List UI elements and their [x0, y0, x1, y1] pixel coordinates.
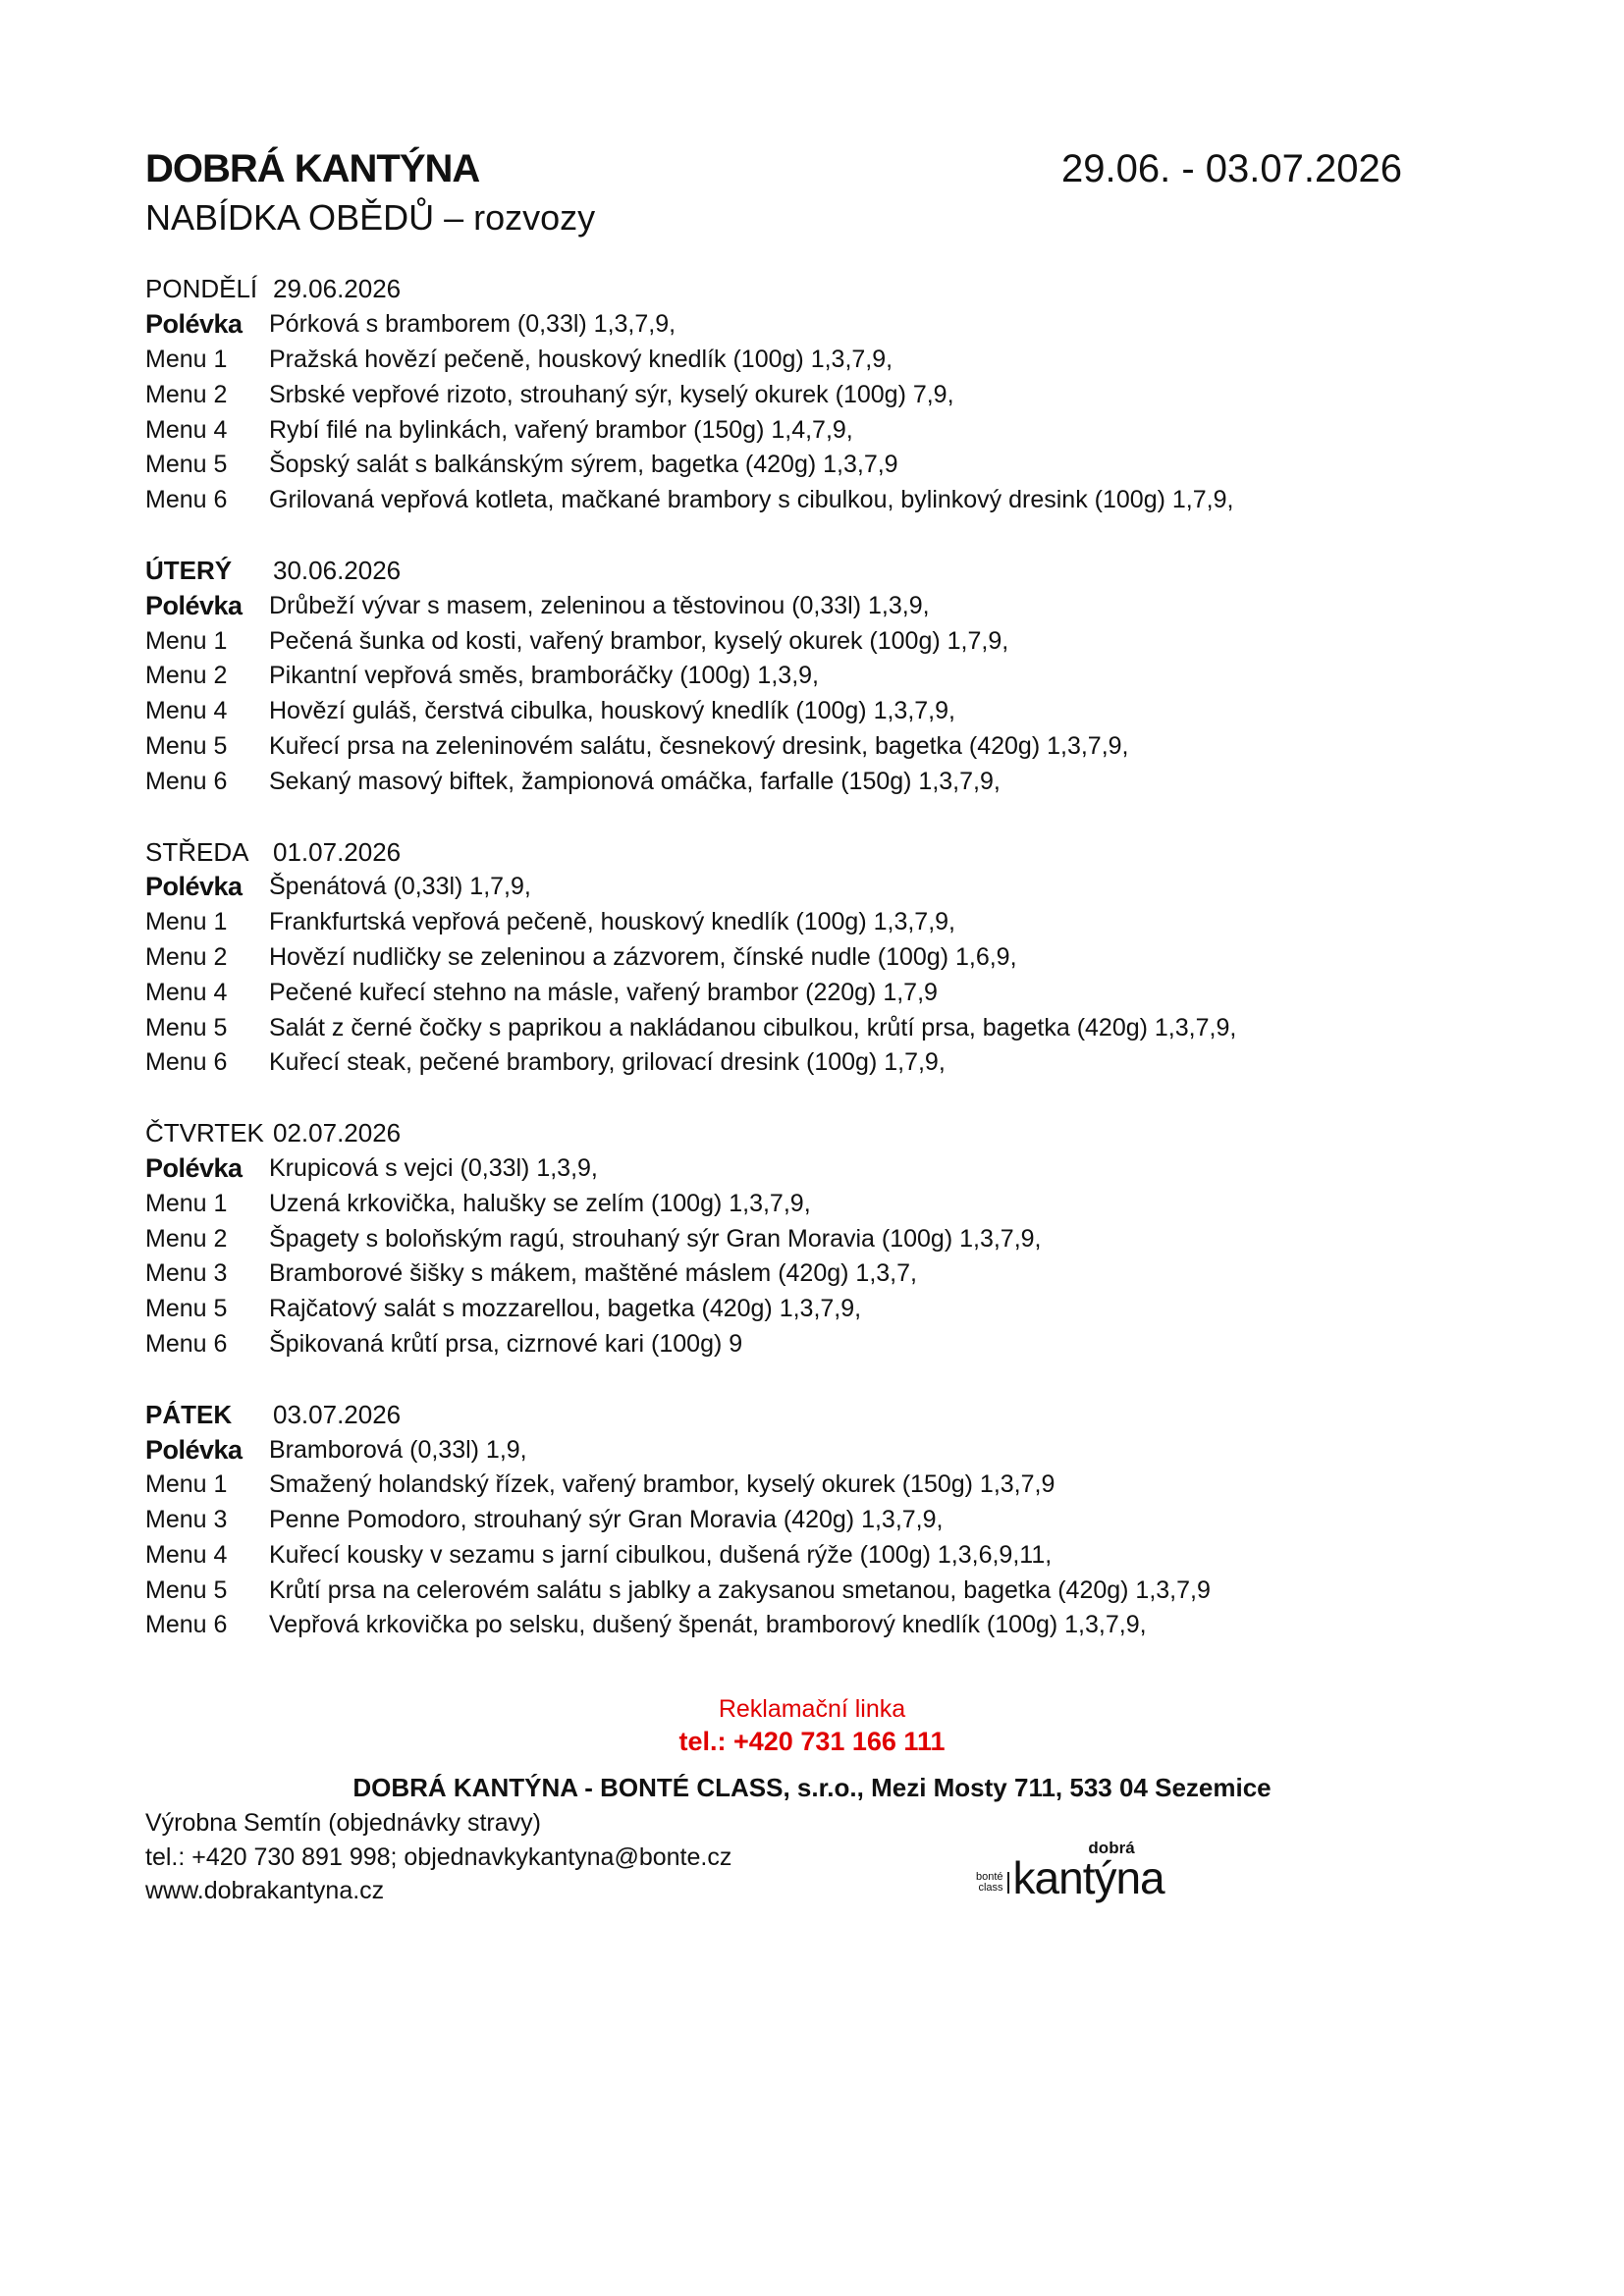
menu-item-row — [145, 1186, 1422, 1221]
soup-row — [145, 870, 1422, 905]
menu-dish: Pražská hovězí pečeně, houskový knedlík (100g) 1,3,7,9, — [269, 345, 893, 373]
menu-item-row — [145, 1538, 1422, 1574]
day-heading — [145, 272, 1422, 307]
menu-item-row — [145, 1503, 1422, 1538]
menu-item-row — [145, 448, 1422, 483]
day-date: 02.07.2026 — [273, 1118, 402, 1148]
complaint-phone[interactable]: tel.: +420 731 166 111 — [678, 1727, 946, 1756]
day-name: ÚTERÝ — [145, 555, 233, 585]
menu-label: Polévka — [145, 872, 243, 902]
soup-row — [145, 1151, 1422, 1187]
logo-wordmark — [1012, 1839, 1164, 1903]
footer — [0, 1694, 1624, 1904]
menu-item-row — [145, 729, 1422, 765]
menu-item-row — [145, 764, 1422, 799]
menu-item-row — [145, 659, 1422, 694]
menu-dish: Pórková s bramborem (0,33l) 1,3,7,9, — [269, 310, 677, 339]
menu-dish: Kuřecí prsa na zeleninovém salátu, česnekový dresink, bagetka (420g) 1,3,7,9, — [269, 731, 1129, 760]
menu-label: Menu 1 — [145, 1189, 228, 1217]
day-heading — [145, 554, 1422, 589]
menu-label: Menu 5 — [145, 1013, 228, 1041]
menu-label: Polévka — [145, 309, 243, 340]
menu-label: Menu 5 — [145, 731, 228, 760]
menu-dish: Salát z černé čočky s paprikou a nakládanou cibulkou, krůtí prsa, bagetka (420g) 1,3,7,9, — [269, 1013, 1237, 1041]
menu-dish: Kuřecí steak, pečené brambory, grilovací dresink (100g) 1,7,9, — [269, 1048, 946, 1077]
menu-label: Menu 2 — [145, 942, 228, 971]
soup-row — [145, 588, 1422, 623]
day-name: PÁTEK — [145, 1399, 233, 1429]
day-date: 29.06.2026 — [273, 274, 402, 304]
menu-item-row — [145, 1468, 1422, 1503]
menu-item-row — [145, 1608, 1422, 1643]
menu-label: Menu 1 — [145, 345, 228, 373]
menu-dish: Krůtí prsa na celerovém salátu s jablky a zakysanou smetanou, bagetka (420g) 1,3,7,9 — [269, 1575, 1211, 1604]
menu-label: Menu 4 — [145, 415, 228, 444]
menu-label: Polévka — [145, 1434, 243, 1465]
menu-dish: Penne Pomodoro, strouhaný sýr Gran Moravia (420g) 1,3,7,9, — [269, 1506, 944, 1534]
menu-label: Menu 2 — [145, 1224, 228, 1253]
menu-item-row — [145, 694, 1422, 729]
menu-label: Menu 6 — [145, 1611, 228, 1639]
logo-kantyna: kantýna — [1012, 1852, 1164, 1903]
menu-item-row — [145, 623, 1422, 659]
brand-title: DOBRÁ KANTÝNA — [145, 147, 480, 190]
menu-item-row — [145, 1010, 1422, 1045]
menu-item-row — [145, 1045, 1422, 1081]
menu-dish: Pikantní vepřová směs, bramboráčky (100g) 1,3,9, — [269, 662, 819, 690]
day-section — [145, 834, 1422, 1081]
menu-label: Menu 4 — [145, 1540, 228, 1569]
menu-dish: Hovězí nudličky se zeleninou a zázvorem, čínské nudle (100g) 1,6,9, — [269, 942, 1017, 971]
menu-dish: Grilovaná vepřová kotleta, mačkané brambory s cibulkou, bylinkový dresink (100g) 1,7,9, — [269, 486, 1234, 514]
contact-website[interactable]: www.dobrakantyna.cz — [145, 1877, 385, 1904]
menu-label: Menu 1 — [145, 1470, 228, 1499]
menu-label: Menu 4 — [145, 697, 228, 725]
menu-dish: Smažený holandský řízek, vařený brambor, kyselý okurek (150g) 1,3,7,9 — [269, 1470, 1056, 1499]
menu-dish: Rajčatový salát s mozzarellou, bagetka (420g) 1,3,7,9, — [269, 1295, 862, 1323]
dobra-kantyna-logo — [976, 1839, 1164, 1903]
menu-label: Menu 2 — [145, 380, 228, 408]
date-range: 29.06. - 03.07.2026 — [1061, 147, 1402, 190]
contact-production: Výrobna Semtín (objednávky stravy) — [145, 1809, 541, 1837]
menu-item-row — [145, 1573, 1422, 1608]
menu-label: Menu 5 — [145, 1295, 228, 1323]
menu-dish: Šopský salát s balkánským sýrem, bagetka (420g) 1,3,7,9 — [269, 451, 898, 479]
menu-dish: Vepřová krkovička po selsku, dušený špenát, bramborový knedlík (100g) 1,3,7,9, — [269, 1611, 1147, 1639]
menu-dish: Frankfurtská vepřová pečeně, houskový knedlík (100g) 1,3,7,9, — [269, 908, 955, 936]
day-heading — [145, 834, 1422, 870]
company-address: DOBRÁ KANTÝNA - BONTÉ CLASS, s.r.o., Mezi Mosty 711, 533 04 Sezemice — [352, 1773, 1272, 1802]
menu-label: Menu 1 — [145, 626, 228, 655]
menu-dish: Pečená šunka od kosti, vařený brambor, kyselý okurek (100g) 1,7,9, — [269, 626, 1009, 655]
menu-label: Polévka — [145, 1152, 243, 1183]
menu-dish: Špikovaná krůtí prsa, cizrnové kari (100g) 9 — [269, 1329, 743, 1358]
header — [145, 145, 1402, 240]
menu-item-row — [145, 483, 1422, 518]
soup-row — [145, 1432, 1422, 1468]
menu-label: Menu 3 — [145, 1506, 228, 1534]
day-name: STŘEDA — [145, 836, 249, 867]
day-section — [145, 554, 1422, 800]
menu-label: Menu 6 — [145, 1329, 228, 1358]
menu-label: Menu 6 — [145, 486, 228, 514]
menu-label: Menu 5 — [145, 451, 228, 479]
day-heading — [145, 1397, 1422, 1432]
menu-dish: Kuřecí kousky v sezamu s jarní cibulkou, dušená rýže (100g) 1,3,6,9,11, — [269, 1540, 1053, 1569]
menu-dish: Bramborové šišky s mákem, maštěné máslem (420g) 1,3,7, — [269, 1259, 917, 1288]
menu-subtitle: NABÍDKA OBĚDŮ – rozvozy — [145, 197, 596, 238]
menu-label: Menu 5 — [145, 1575, 228, 1604]
menu-label: Menu 6 — [145, 1048, 228, 1077]
menu-item-row — [145, 343, 1422, 378]
menu-dish: Srbské vepřové rizoto, strouhaný sýr, kyselý okurek (100g) 7,9, — [269, 380, 954, 408]
menu-dish: Sekaný masový biftek, žampionová omáčka, farfalle (150g) 1,3,7,9, — [269, 767, 1001, 795]
day-date: 30.06.2026 — [273, 555, 402, 585]
menu-dish: Pečené kuřecí stehno na másle, vařený brambor (220g) 1,7,9 — [269, 978, 938, 1006]
menu-item-row — [145, 412, 1422, 448]
menu-label: Polévka — [145, 590, 243, 620]
menu-item-row — [145, 975, 1422, 1010]
menu-label: Menu 4 — [145, 978, 228, 1006]
menu-dish: Bramborová (0,33l) 1,9, — [269, 1435, 527, 1464]
day-heading — [145, 1116, 1422, 1151]
menu-dish: Rybí filé na bylinkách, vařený brambor (150g) 1,4,7,9, — [269, 415, 853, 444]
menu-dish: Špenátová (0,33l) 1,7,9, — [269, 873, 531, 901]
menu-label: Menu 1 — [145, 908, 228, 936]
menu-dish: Hovězí guláš, čerstvá cibulka, houskový knedlík (100g) 1,3,7,9, — [269, 697, 955, 725]
day-section — [145, 1116, 1422, 1362]
day-section — [145, 272, 1422, 518]
menu-dish: Krupicová s vejci (0,33l) 1,3,9, — [269, 1153, 598, 1182]
menu-item-row — [145, 940, 1422, 976]
menu-item-row — [145, 905, 1422, 940]
day-section — [145, 1397, 1422, 1643]
logo-class: class — [978, 1882, 1003, 1894]
menu-dish: Špagety s boloňským ragú, strouhaný sýr Gran Moravia (100g) 1,3,7,9, — [269, 1224, 1042, 1253]
menu-item-row — [145, 1221, 1422, 1256]
menu-label: Menu 2 — [145, 662, 228, 690]
contact-phone-email[interactable]: tel.: +420 730 891 998; objednavkykantyna@bonte.cz — [145, 1842, 732, 1871]
menu-item-row — [145, 1327, 1422, 1362]
menu-dish: Uzená krkovička, halušky se zelím (100g) 1,3,7,9, — [269, 1189, 811, 1217]
menu-item-row — [145, 377, 1422, 412]
logo-dobra: dobrá — [1088, 1839, 1135, 1857]
soup-row — [145, 307, 1422, 343]
day-name: PONDĚLÍ — [145, 274, 258, 304]
day-date: 03.07.2026 — [273, 1399, 402, 1429]
day-name: ČTVRTEK — [145, 1118, 264, 1148]
menu-label: Menu 3 — [145, 1259, 228, 1288]
logo-bonte: bonté — [976, 1871, 1003, 1883]
complaint-label: Reklamační linka — [718, 1695, 906, 1723]
menu-label: Menu 6 — [145, 767, 228, 795]
weekly-menu — [145, 272, 1422, 1679]
menu-item-row — [145, 1256, 1422, 1292]
day-date: 01.07.2026 — [273, 836, 402, 867]
contact-info — [145, 1806, 731, 1908]
menu-item-row — [145, 1292, 1422, 1327]
logo-bonte-class — [976, 1872, 1009, 1894]
menu-dish: Drůbeží vývar s masem, zeleninou a těstovinou (0,33l) 1,3,9, — [269, 591, 930, 619]
